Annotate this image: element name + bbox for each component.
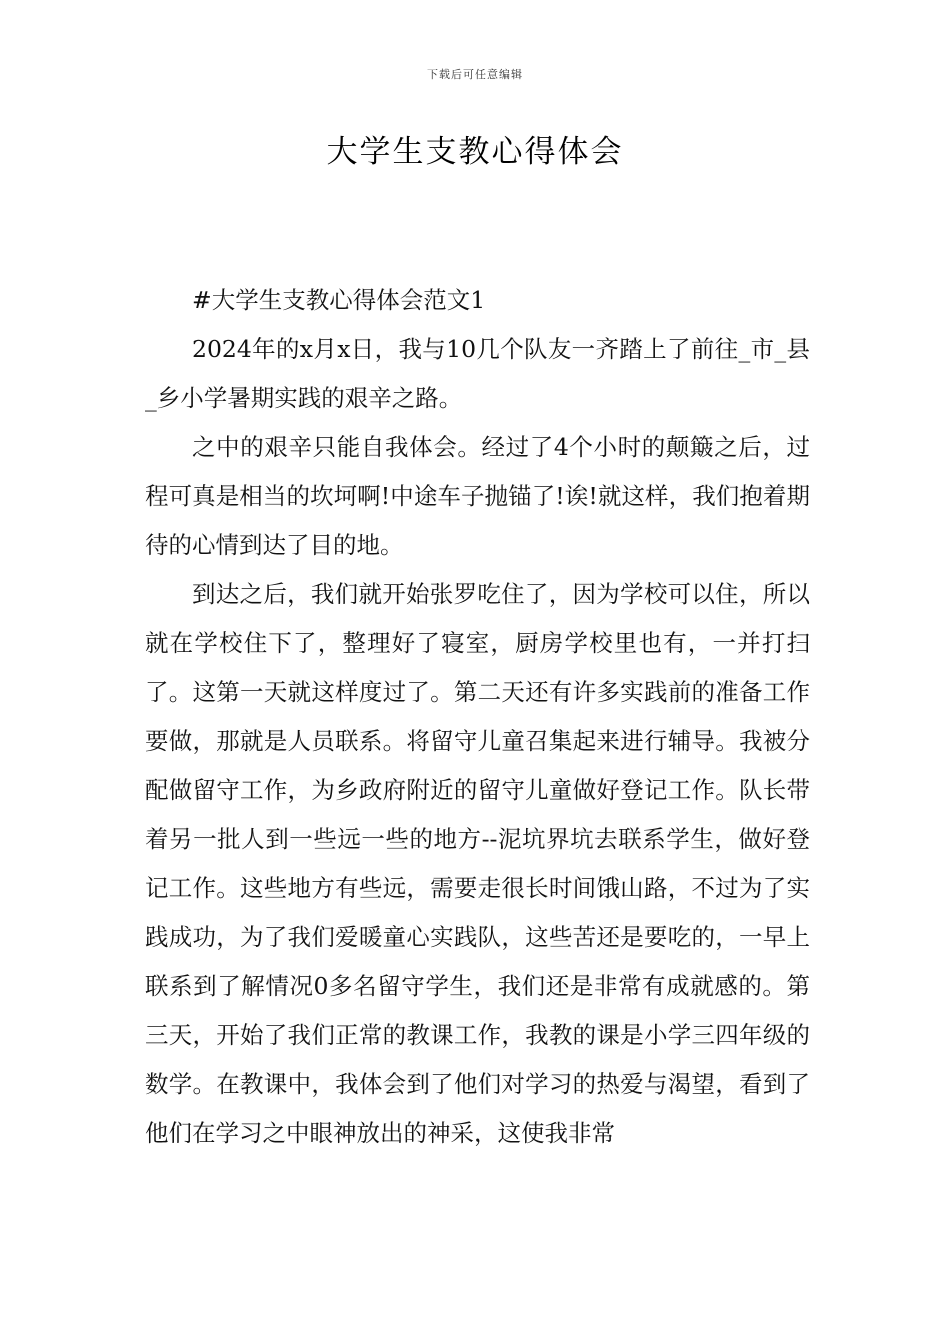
- paragraph: 2024年的x月x日，我与10几个队友一齐踏上了前往_市_县_乡小学暑期实践的艰辛之路。: [145, 335, 810, 412]
- document-body: [145, 276, 810, 1158]
- header-note: 下载后可任意编辑: [427, 68, 523, 81]
- paragraph: 到达之后，我们就开始张罗吃住了，因为学校可以住，所以就在学校住下了，整理好了寝室，厨房学校里也有，一并打扫了。这第一天就这样度过了。第二天还有许多实践前的准备工作要做，那就是人员联系。将留守儿童召集起来进行辅导。我被分配做留守工作，为乡政府附近的留守儿童做好登记工作。队长带着另一批人到一些远一些的地方--泥坑界坑去联系学生，做好登记工作。这些地方有些远，需要走很长时间饿山路，不过为了实践成功，为了我们爱暖童心实践队，这些苦还是要吃的，一早上联系到了解情况0多名留守学生，我们还是非常有成就感的。第三天，开始了我们正常的教课工作，我教的课是小学三四年级的数学。在教课中，我体会到了他们对学习的热爱与渴望，看到了他们在学习之中眼神放出的神采，这使我非常: [145, 580, 810, 1147]
- document-title: 大学生支教心得体会: [326, 134, 624, 170]
- section-heading: #大学生支教心得体会范文1: [192, 286, 486, 314]
- paragraph: 之中的艰辛只能自我体会。经过了4个小时的颠簸之后，过程可真是相当的坎坷啊!中途车子抛锚了!诶!就这样，我们抱着期待的心情到达了目的地。: [145, 433, 810, 559]
